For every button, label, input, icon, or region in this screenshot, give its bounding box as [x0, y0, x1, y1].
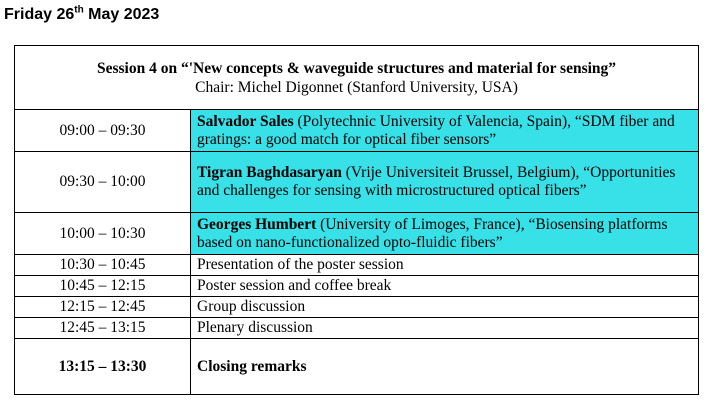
table-row [15, 255, 699, 276]
table-row [15, 318, 699, 339]
activity-cell: Closing remarks [191, 339, 699, 395]
table-row [15, 297, 699, 318]
table-row [15, 213, 699, 255]
talk-details: (University of Limoges, France), “Biosensing platforms based on nano-functionalized opto-fluidic fibers” [197, 215, 668, 251]
time-cell: 12:15 – 12:45 [15, 297, 191, 318]
time-cell: 10:00 – 10:30 [15, 213, 191, 255]
table-row [15, 339, 699, 395]
table-row [15, 110, 699, 152]
session-header-row [15, 46, 699, 110]
talk-cell [191, 110, 699, 152]
talk-details: (Polytechnic University of Valencia, Spain), “SDM fiber and gratings: a good match for optical fiber sensors” [197, 112, 675, 148]
schedule-table [14, 45, 699, 395]
time-cell: 12:45 – 13:15 [15, 318, 191, 339]
speaker-name: Salvador Sales [197, 112, 294, 130]
talk-cell [191, 213, 699, 255]
speaker-name: Georges Humbert [197, 215, 317, 233]
speaker-name: Tigran Baghdasaryan [197, 164, 342, 181]
activity-cell: Presentation of the poster session [191, 255, 699, 276]
time-cell: 09:00 – 09:30 [15, 110, 191, 152]
activity-cell: Group discussion [191, 297, 699, 318]
time-cell: 09:30 – 10:00 [15, 152, 191, 213]
table-row [15, 276, 699, 297]
day-heading [4, 5, 159, 25]
time-cell: 10:30 – 10:45 [15, 255, 191, 276]
talk-cell [191, 152, 699, 213]
time-cell: 13:15 – 13:30 [15, 339, 191, 395]
day-heading-prefix: Friday 26 [4, 6, 75, 23]
session-header-cell [15, 46, 699, 110]
time-cell: 10:45 – 12:15 [15, 276, 191, 297]
activity-cell: Plenary discussion [191, 318, 699, 339]
day-heading-ordinal: th [74, 4, 84, 16]
day-heading-rest: May 2023 [83, 6, 160, 23]
talk-details: (Vrije Universiteit Brussel, Belgium), “Opportunities and challenges for sensing with microstructured optical fibers” [197, 164, 676, 199]
session-title: Session 4 on “'New concepts & waveguide structures and material for sensing” [96, 59, 617, 77]
table-row [15, 152, 699, 213]
session-chair: Chair: Michel Digonnet (Stanford University, USA) [195, 78, 518, 96]
activity-cell: Poster session and coffee break [191, 276, 699, 297]
